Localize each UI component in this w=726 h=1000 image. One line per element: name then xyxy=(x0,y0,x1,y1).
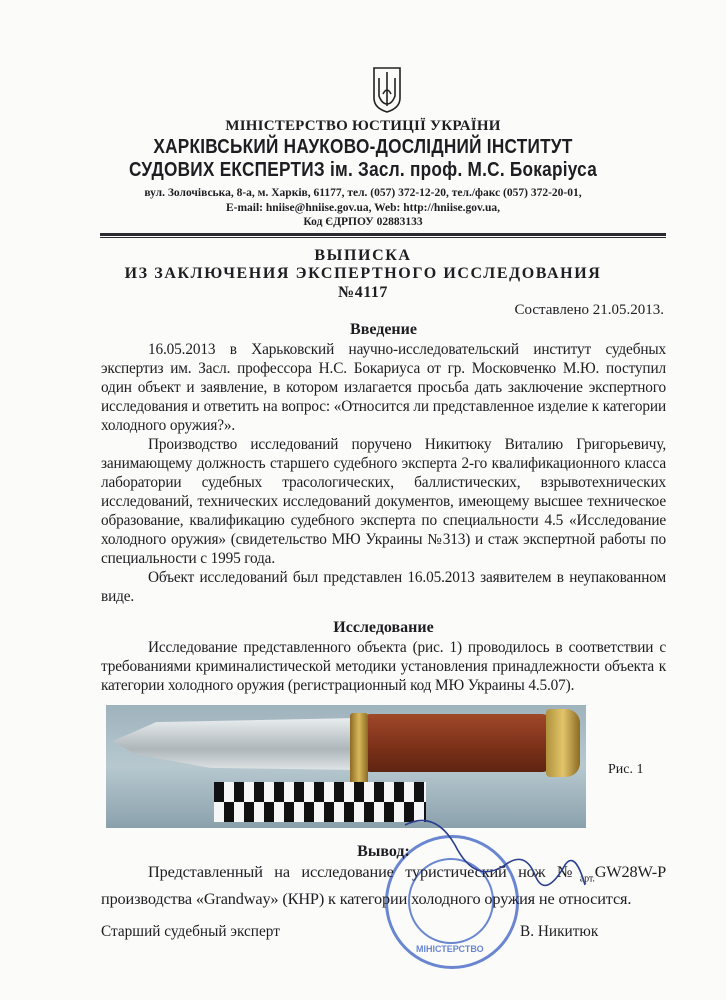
compiled-date: Составлено 21.05.2013. xyxy=(514,302,664,318)
conclusion-text-end: GW28W-P производства «Grandway» (КНР) к категории холодного оружия не относится. xyxy=(101,862,666,909)
knife-guard xyxy=(350,713,368,788)
intro-paragraph-3: Объект исследований был представлен 16.05.2013 заявителем в неупакованном виде. xyxy=(101,569,666,605)
handwritten-signature xyxy=(395,805,595,920)
doc-title: ВЫПИСКА xyxy=(314,247,412,264)
conclusion-subscript: арт. xyxy=(579,873,595,885)
institute-address: вул. Золочівська, 8-а, м. Харків, 61177, тел. (057) 372-12-20, тел./факс (057) 372-20-01, xyxy=(144,187,582,199)
doc-number: №4117 xyxy=(338,284,388,301)
stamp-text: МІНІСТЕРСТВО xyxy=(416,944,484,954)
header-divider xyxy=(100,233,666,236)
intro-paragraph-2: Производство исследований поручено Никитюку Виталию Григорьевичу, занимающему должность старшего судебного эксперта 2-го квалификационного класса лаборатории судебных трасологических, баллистических, взрывотехнических исследований, технических исследований документов, имеющему высшее техническое образование, квалификацию судебного эксперта по специальности 4.5 «Исследование холодного оружия» (свидетельство МЮ Украины №313) и стаж экспертной работы по специальности с 1995 года. xyxy=(101,436,666,567)
knife-blade xyxy=(112,718,357,770)
conclusion-text-start: Представленный на исследование туристический нож № xyxy=(148,862,580,881)
conclusion-heading: Вывод: xyxy=(357,843,410,860)
research-heading: Исследование xyxy=(333,619,434,636)
figure-caption: Рис. 1 xyxy=(608,762,644,777)
knife-pommel xyxy=(546,709,580,777)
coat-of-arms-icon xyxy=(372,66,402,114)
intro-heading: Введение xyxy=(350,321,417,338)
header-divider-thin xyxy=(100,237,666,238)
intro-section xyxy=(101,320,666,606)
signature-row xyxy=(101,923,666,945)
institute-name-line2: СУДОВИХ ЕКСПЕРТИЗ ім. Засл. проф. М.С. Бокаріуса xyxy=(128,159,598,181)
research-section xyxy=(101,618,666,695)
institute-contacts: E-mail: hniise@hniise.gov.ua, Web: http://hniise.gov.ua, xyxy=(225,202,501,214)
signer-position: Старший судебный эксперт xyxy=(101,923,280,941)
signer-name: В. Никитюк xyxy=(520,923,599,941)
institute-name-line1: ХАРКІВСЬКИЙ НАУКОВО-ДОСЛІДНИЙ ІНСТИТУТ xyxy=(153,136,573,158)
institute-code: Код ЄДРПОУ 02883133 xyxy=(303,216,423,228)
doc-subtitle: ИЗ ЗАКЛЮЧЕНИЯ ЭКСПЕРТНОГО ИССЛЕДОВАНИЯ xyxy=(124,265,602,282)
knife-handle xyxy=(366,714,552,772)
intro-paragraph-1: 16.05.2013 в Харьковский научно-исследовательский институт судебных экспертиз им. Засл. профессора Н.С. Бокариуса от гр. Московченко М.Ю. поступил один объект и заявление, в котором излагается просьба дать заключение экспертного исследования и ответить на вопрос: «Относится ли представленное изделие к категории холодного оружия?». xyxy=(101,341,666,434)
ministry-name: МІНІСТЕРСТВО ЮСТИЦІЇ УКРАЇНИ xyxy=(225,118,501,134)
research-paragraph: Исследование представленного объекта (рис. 1) проводилось в соответствии с требованиями криминалистической методики установления принадлежности объекта к категории холодного оружия (регистрационный код МЮ Украины 4.5.07). xyxy=(101,639,666,694)
